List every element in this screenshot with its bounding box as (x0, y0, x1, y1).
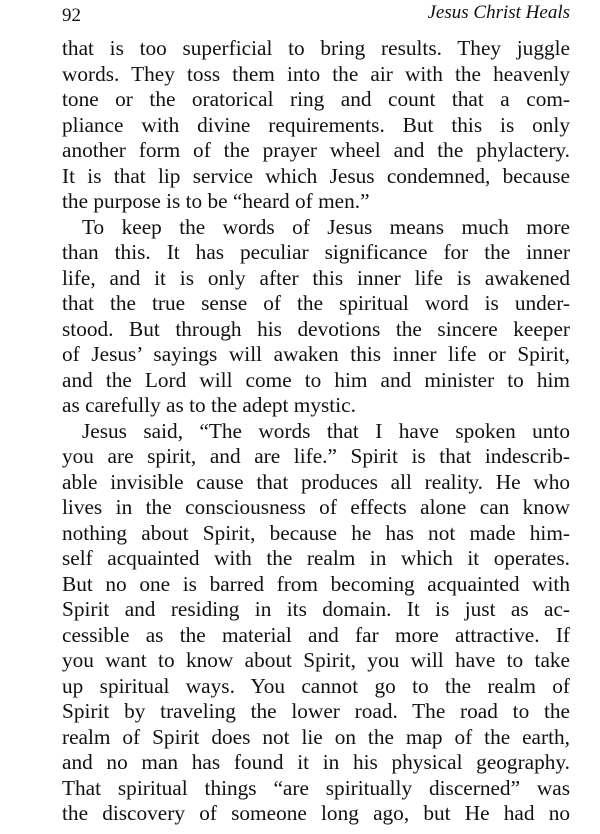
text-line: the discovery of someone long ago, but He had no (62, 801, 570, 825)
text-line: you are spirit, and are life.” Spirit is that indescrib- (62, 444, 570, 468)
text-line: you want to know about Spirit, you will have to take (62, 648, 570, 672)
text-line: lives in the consciousness of effects alone can know (62, 495, 570, 519)
text-line: the purpose is to be “heard of men.” (62, 189, 370, 213)
text-line: self acquainted with the realm in which it operates. (62, 546, 570, 570)
text-line: words. They toss them into the air with the heavenly (62, 61, 570, 86)
text-line: But no one is barred from becoming acquainted with (62, 571, 570, 596)
text-line: that is too superficial to bring results. They juggle (62, 36, 570, 60)
text-line: cessible as the material and far more attractive. If (62, 622, 570, 647)
page-number: 92 (62, 5, 81, 26)
paragraph (62, 419, 570, 827)
text-line: and the Lord will come to him and minister to him (62, 367, 570, 392)
text-line: another form of the prayer wheel and the phylactery. (62, 138, 570, 162)
text-line: Spirit and residing in its domain. It is just as ac- (62, 597, 570, 621)
paragraph (62, 36, 570, 215)
text-line: than this. It has peculiar significance for the inner (62, 240, 570, 264)
text-line: able invisible cause that produces all reality. He who (62, 469, 570, 494)
text-line: up spiritual ways. You cannot go to the realm of (62, 673, 570, 698)
paragraph (62, 215, 570, 419)
text-line: nothing about Spirit, because he has not made him- (62, 520, 570, 545)
text-line: Spirit by traveling the lower road. The road to the (62, 699, 570, 723)
text-line: tone or the oratorical ring and count that a com- (62, 87, 570, 111)
text-line: To keep the words of Jesus means much more (82, 214, 570, 239)
running-title: Jesus Christ Heals (427, 2, 570, 23)
text-line: It is that lip service which Jesus condemned, because (62, 163, 570, 188)
text-line: pliance with divine requirements. But this is only (62, 112, 570, 137)
text-line: That spiritual things “are spiritually discerned” was (62, 775, 570, 800)
text-line: and no man has found it in his physical geography. (62, 750, 570, 774)
text-line: stood. But through his devotions the sincere keeper (62, 316, 570, 341)
text-line: realm of Spirit does not lie on the map of the earth, (62, 724, 570, 749)
text-line: Jesus said, “The words that I have spoken unto (82, 418, 570, 443)
text-line: that the true sense of the spiritual word is under- (62, 291, 570, 315)
text-line: life, and it is only after this inner life is awakened (62, 265, 570, 290)
running-header (62, 2, 570, 30)
text-line: as carefully as to the adept mystic. (62, 393, 356, 417)
page-body (62, 36, 570, 827)
text-line: of Jesus’ sayings will awaken this inner life or Spirit, (62, 342, 570, 366)
